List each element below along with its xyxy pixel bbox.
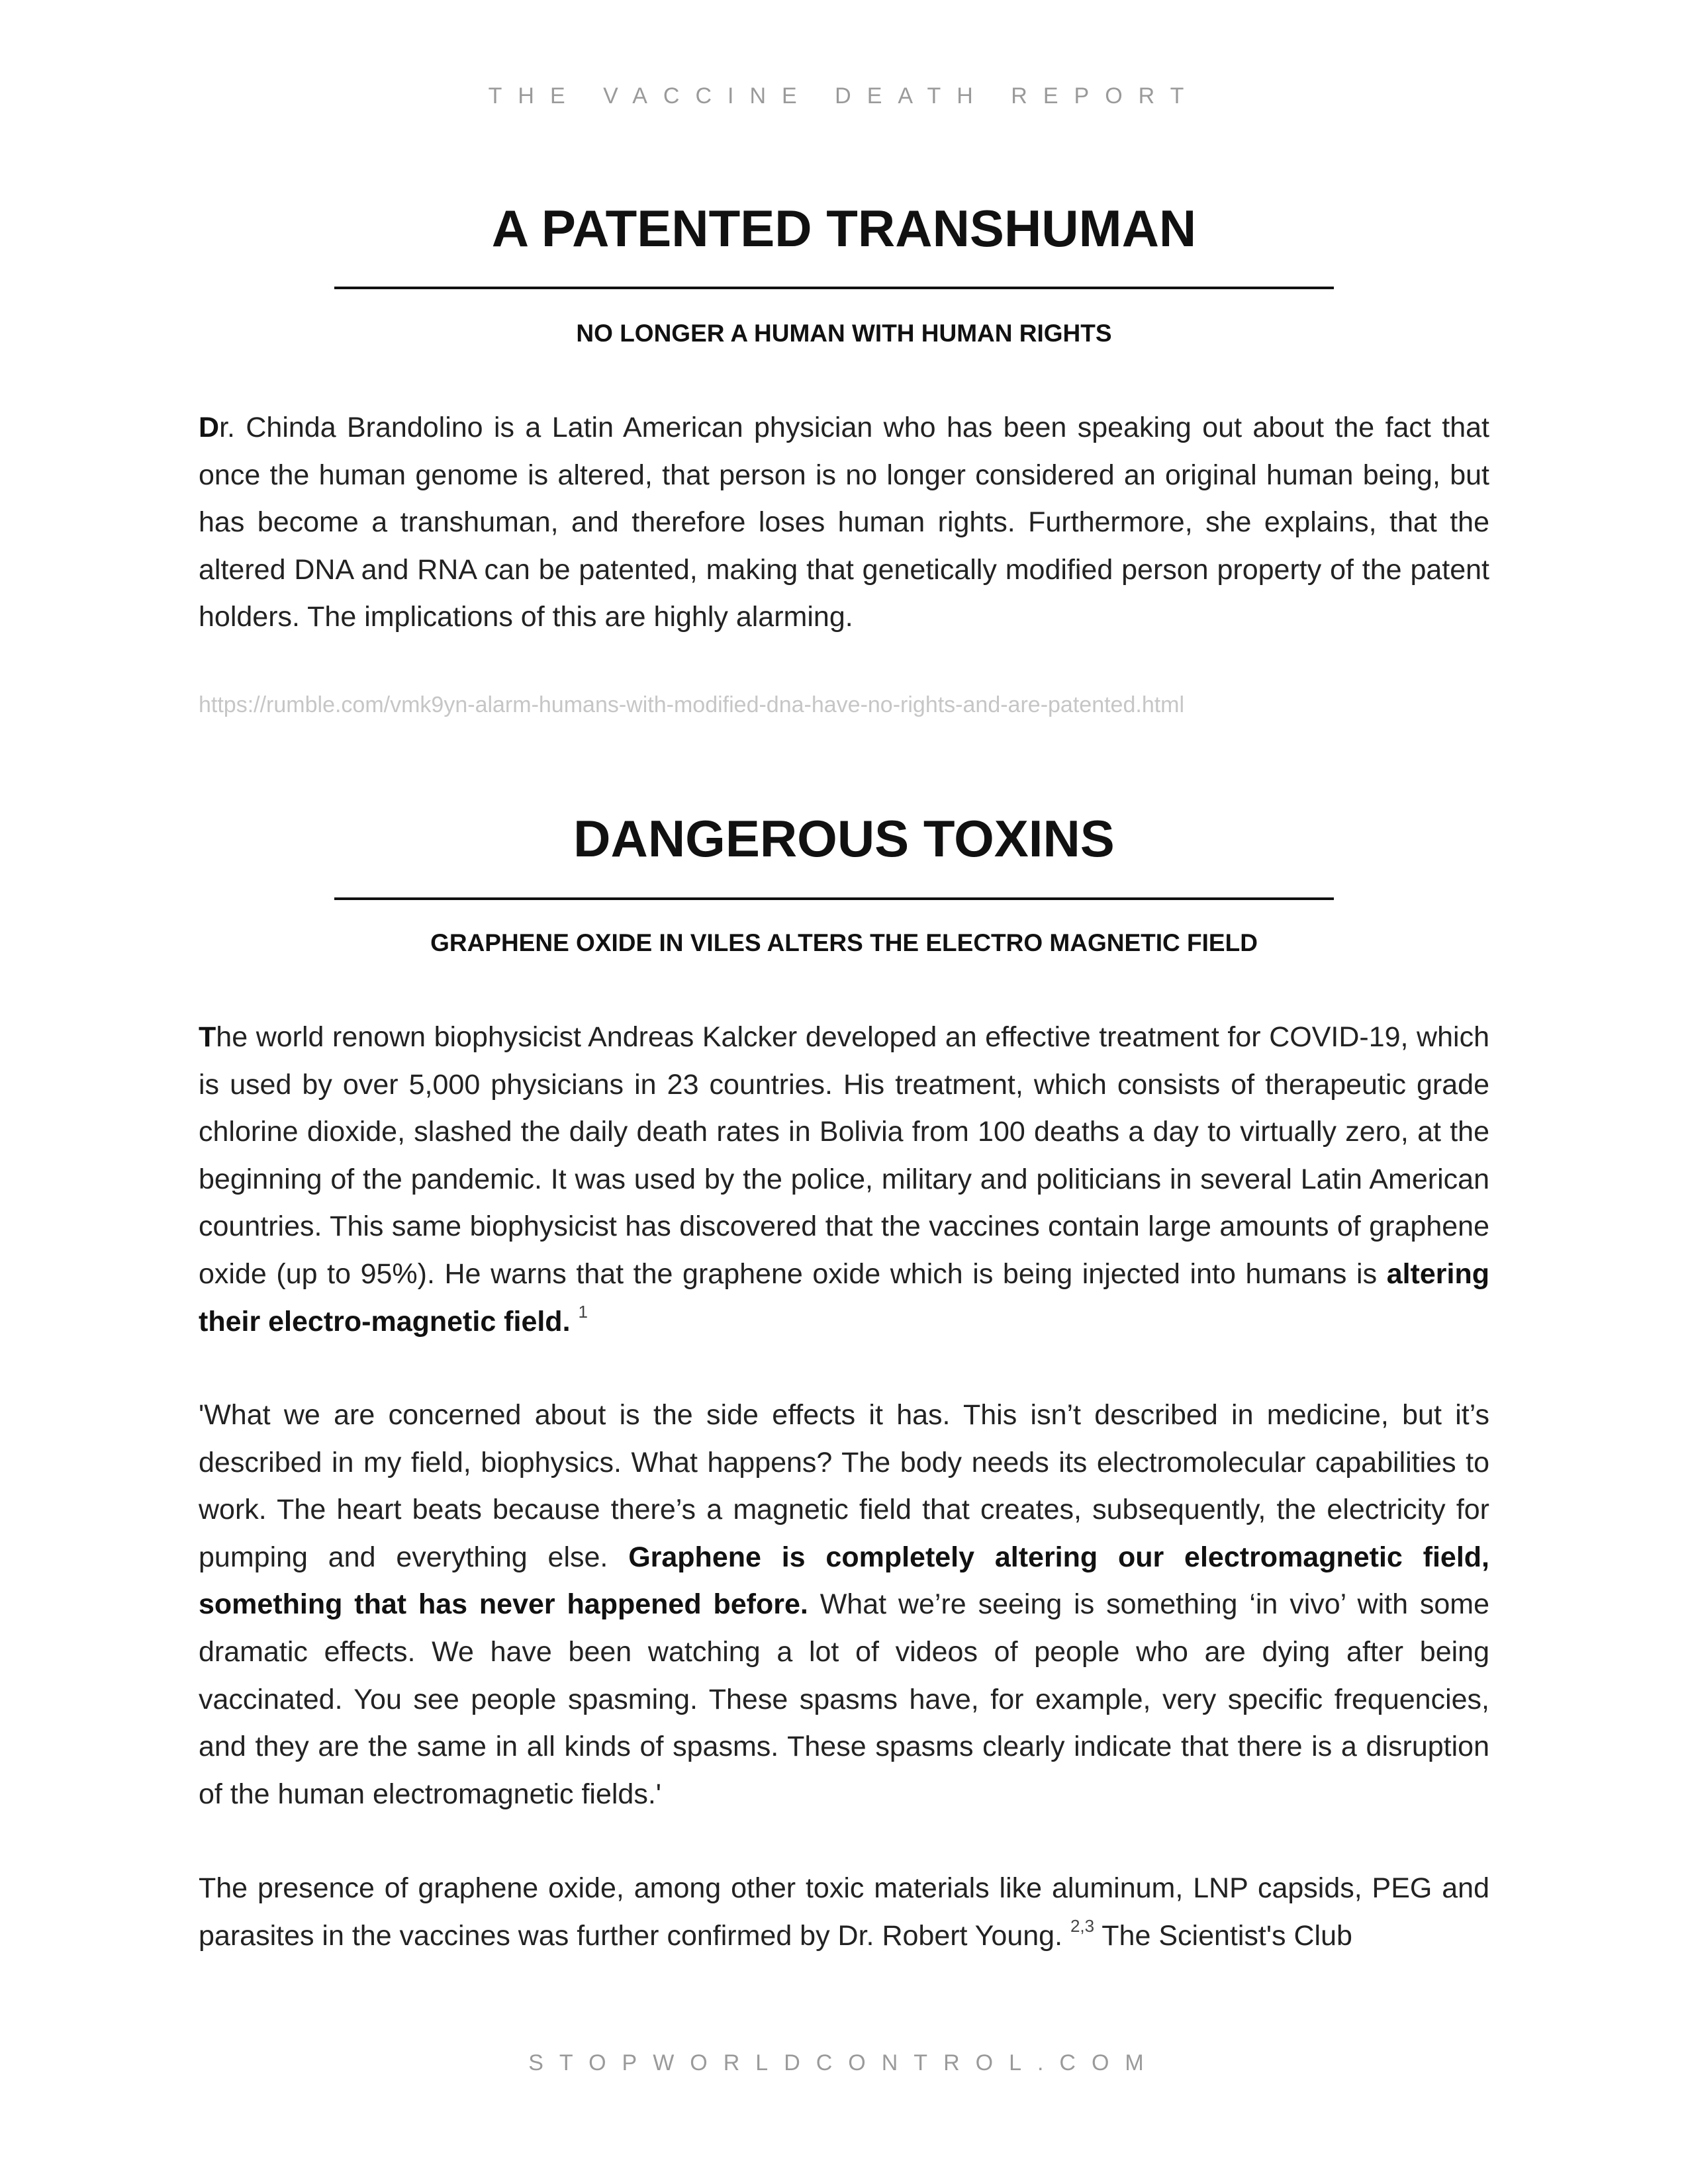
paragraph-kalcker <box>199 1014 1489 1345</box>
paragraph-text: he world renown biophysicist Andreas Kalcker developed an effective treatment for COVID-19, which is used by over 5,000 physicians in 23 countries. His treatment, which consists of therapeutic grade chlorine dioxide, slashed the daily death rates in Bolivia from 100 deaths a day to virtually zero, at the beginning of the pandemic. It was used by the police, military and politicians in several Latin American countries. This same biophysicist has discovered that the vaccines contain large amounts of graphene oxide (up to 95%). He warns that the graphene oxide which is being injected into humans is <box>199 1021 1489 1290</box>
footer-site: STOPWORLDCONTROL.COM <box>528 2050 1160 2075</box>
title-divider <box>334 287 1334 289</box>
paragraph-text: What we’re seeing is something ‘in vivo’ with some dramatic effects. We have been watching a lot of videos of people who are dying after being vaccinated. You see people spasming. These spasms have, for example, very specific frequencies, and they are the same in all kinds of spasms. These spasms clearly indicate that there is a disruption of the human electromagnetic fields.' <box>199 1588 1489 1810</box>
section-title-transhuman: A PATENTED TRANSHUMAN <box>491 199 1197 257</box>
title-divider <box>334 897 1334 900</box>
section-subtitle-graphene: GRAPHENE OXIDE IN VILES ALTERS THE ELECTRO MAGNETIC FIELD <box>430 929 1258 956</box>
section-title-toxins: DANGEROUS TOXINS <box>573 809 1115 868</box>
running-header: THE VACCINE DEATH REPORT <box>488 83 1200 109</box>
footnote-ref-1[interactable]: 1 <box>578 1301 588 1322</box>
paragraph-text: 'What we are concerned about is the side effects it has. This isn’t described in medicine, but it’s described in my field, biophysics. What happens? The body needs its electromolecular capabilities to work. The heart beats because there’s a magnetic field that creates, subsequently, the electricity for pumping and everything else. <box>199 1399 1489 1573</box>
emphasis-text: altering their electro-magnetic field. <box>199 1257 1489 1338</box>
drop-cap: D <box>199 412 220 443</box>
paragraph-young <box>199 1865 1489 1960</box>
footnote-ref-2-3[interactable]: 2,3 <box>1070 1915 1095 1936</box>
source-link-rumble[interactable]: https://rumble.com/vmk9yn-alarm-humans-with-modified-dna-have-no-rights-and-are-patented.html <box>199 692 1185 717</box>
paragraph-text: The presence of graphene oxide, among other toxic materials like aluminum, LNP capsids, PEG and parasites in the vaccines was further confirmed by Dr. Robert Young. <box>199 1872 1489 1952</box>
paragraph-brandolino <box>199 404 1489 641</box>
paragraph-text: The Scientist's Club <box>1094 1919 1352 1952</box>
drop-cap: T <box>199 1021 216 1053</box>
emphasis-text: Graphene is completely altering our electromagnetic field, something that has never happened before. <box>199 1541 1490 1621</box>
section-subtitle-human-rights: NO LONGER A HUMAN WITH HUMAN RIGHTS <box>576 320 1112 347</box>
paragraph-text: r. Chinda Brandolino is a Latin American physician who has been speaking out about the fact that once the human genome is altered, that person is no longer considered an original human being, but has become a transhuman, and therefore loses human rights. Furthermore, she explains, that the altered DNA and RNA can be patented, making that genetically modified person property of the patent holders. The implications of this are highly alarming. <box>199 412 1489 633</box>
paragraph-quote <box>199 1392 1489 1818</box>
